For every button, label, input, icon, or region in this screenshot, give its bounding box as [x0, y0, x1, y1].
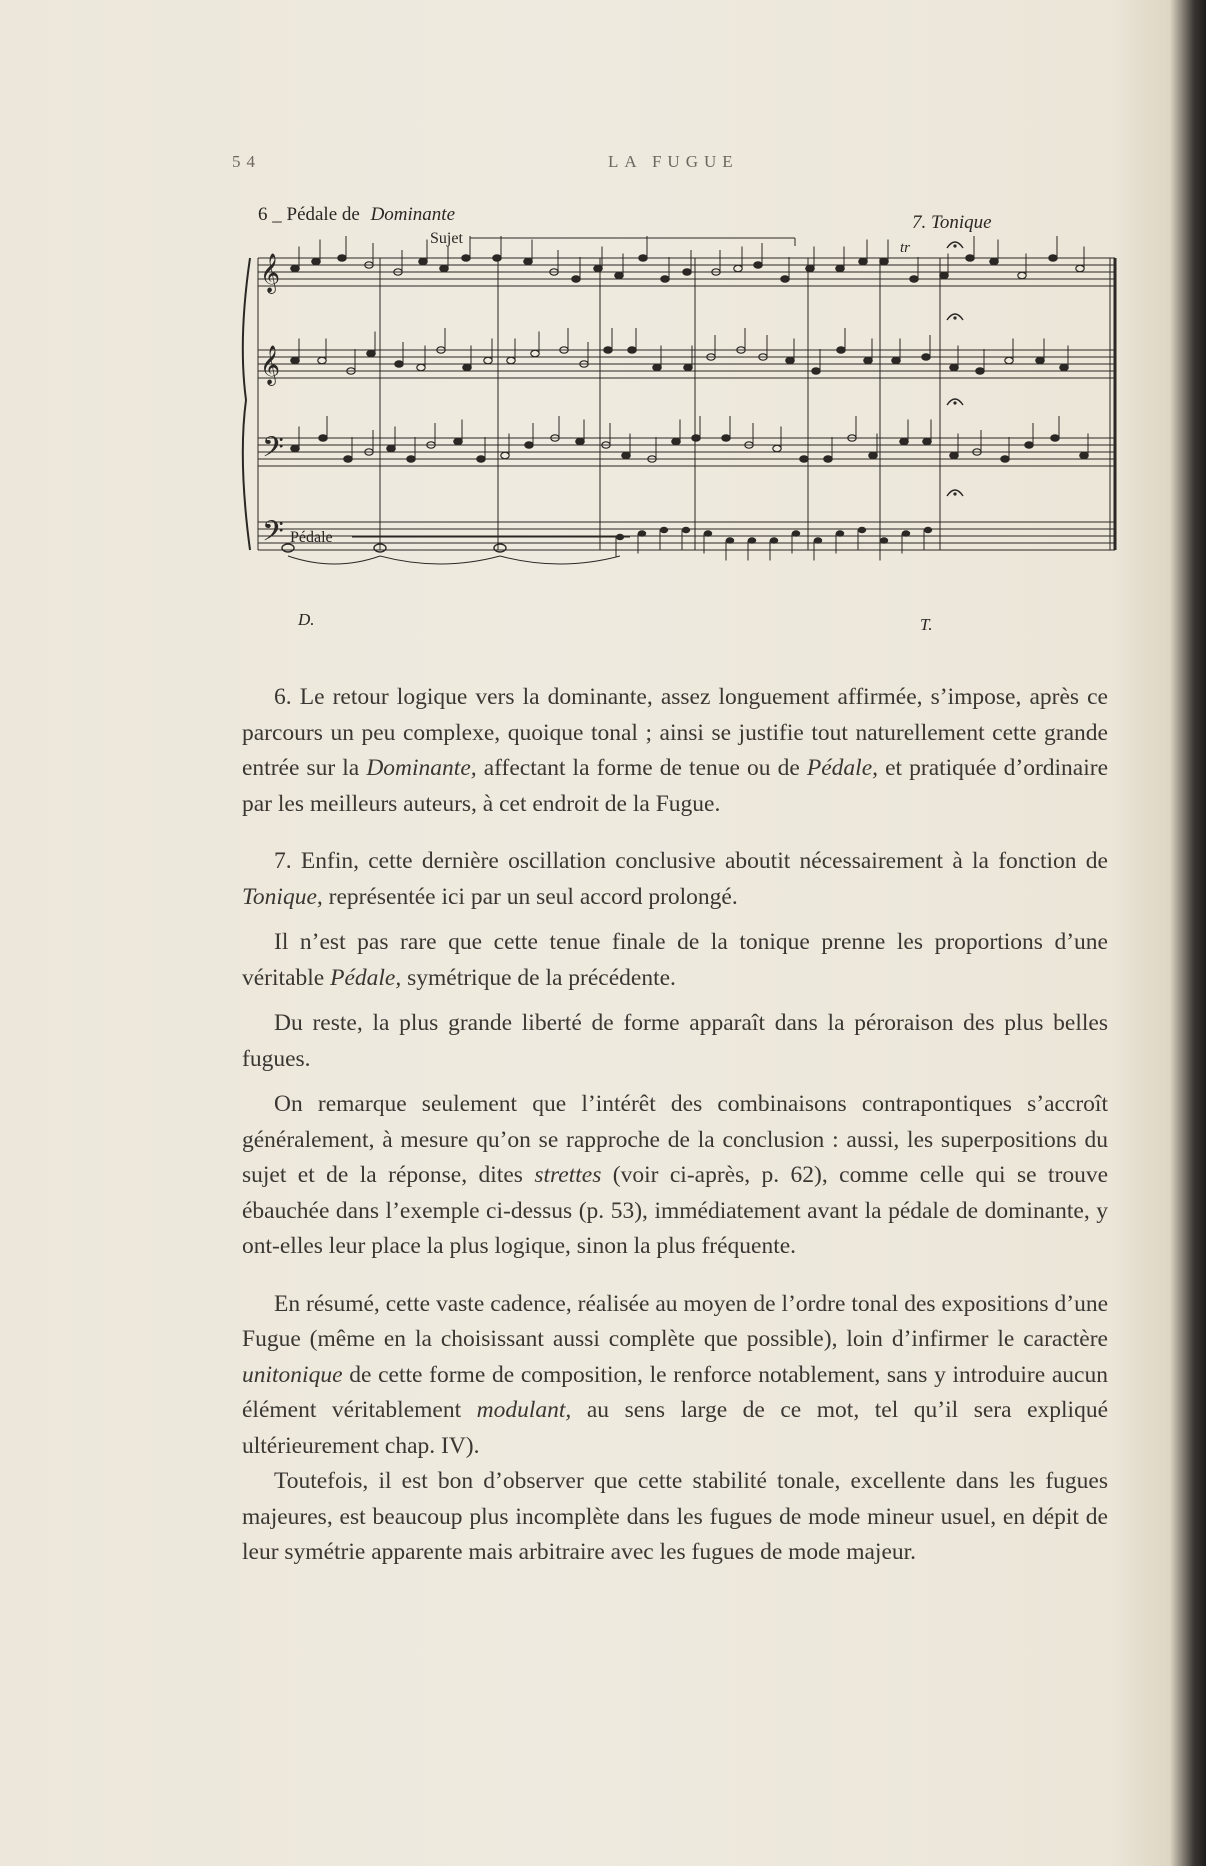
notehead — [692, 435, 700, 441]
running-title: LA FUGUE — [608, 152, 739, 171]
notehead — [1051, 435, 1059, 441]
notehead — [501, 452, 509, 458]
notehead — [781, 276, 789, 282]
tie — [500, 556, 620, 564]
notehead — [291, 357, 299, 363]
clef-icon: 𝄞 — [260, 347, 281, 384]
notehead — [754, 262, 762, 268]
text-run: représentée ici par un seul accord prolongé. — [322, 883, 738, 910]
notehead — [1025, 442, 1033, 448]
notehead — [770, 537, 778, 543]
notehead — [1049, 255, 1057, 261]
running-head — [232, 152, 992, 176]
notehead — [836, 530, 844, 536]
notehead — [684, 364, 692, 370]
notehead — [924, 527, 932, 533]
notehead — [704, 530, 712, 536]
text-run: au sens large de ce mot, tel qu’il sera expliqué ultérieurement chap. IV). — [242, 1397, 1108, 1459]
text-run: 6. Le retour logique vers la dominante, assez longuement affirmée, s’impose, après ce parcours un peu complexe, quoique tonal ; ainsi se justifie tout naturellement cette grande entrée sur la — [242, 684, 1108, 781]
notehead — [419, 258, 427, 264]
notehead — [417, 364, 425, 370]
pedal-label: Pédale — [290, 529, 333, 546]
notehead — [531, 350, 539, 356]
notehead — [814, 537, 822, 543]
paragraph — [242, 844, 1108, 915]
notehead — [291, 445, 299, 451]
notehead — [661, 276, 669, 282]
notehead — [407, 456, 415, 462]
pedal-start-label: D. — [298, 610, 315, 629]
text-run: Il n’est pas rare que cette tenue finale de la tonique prenne les proportions d’une véritable — [242, 929, 1108, 991]
notehead — [869, 452, 877, 458]
notehead — [615, 272, 623, 278]
notehead — [477, 456, 485, 462]
pedal-note — [494, 544, 506, 552]
notehead — [859, 258, 867, 264]
notehead — [319, 435, 327, 441]
notehead — [1076, 265, 1084, 271]
italic-run: Pédale, — [806, 755, 878, 781]
paragraph — [242, 1006, 1108, 1077]
notehead — [734, 265, 742, 271]
notehead — [900, 438, 908, 444]
notehead — [1036, 357, 1044, 363]
notehead — [639, 255, 647, 261]
notehead — [484, 357, 492, 363]
tie — [288, 556, 380, 564]
text-run: Toutefois, il est bon d’observer que cette stabilité tonale, excellente dans les fugues majeures, est beaucoup plus incomplète dans les fugues de mode mineur usuel, en dépit de leur symétrie apparente mais arbitraire avec les fugues de mode majeur. — [242, 1468, 1108, 1565]
notehead — [1005, 357, 1013, 363]
notehead — [291, 265, 299, 271]
italic-run: unitonique — [242, 1361, 343, 1388]
notehead — [726, 537, 734, 543]
paragraph — [242, 1087, 1108, 1265]
notehead — [773, 445, 781, 451]
notehead — [902, 530, 910, 536]
notehead — [722, 435, 730, 441]
notehead — [800, 456, 808, 462]
notehead — [638, 530, 646, 536]
notehead — [507, 357, 515, 363]
text-run: (voir ci-après, p. 62), comme celle qui se trouve ébauchée dans l’exemple ci-dessus (p. 53), immédiatement avant la pédale de dominante, y ont-elles leur place la plus logique, sinon la plus fréquente. — [242, 1162, 1109, 1259]
text-run: symétrique de la précédente. — [401, 964, 676, 991]
final-label: 7. Tonique — [912, 212, 992, 233]
section-label: 6 _ Pédale de Dominante — [258, 204, 456, 225]
text-run: En résumé, cette vaste cadence, réalisée au moyen de l’ordre tonal des expositions d’une Fugue (même en la choisissant aussi complète que possible), loin d’infirmer le caractère — [242, 1290, 1108, 1352]
notehead — [892, 357, 900, 363]
notehead — [990, 258, 998, 264]
notehead — [812, 368, 820, 374]
notehead — [524, 258, 532, 264]
fermata-dot — [953, 244, 956, 247]
notehead — [950, 364, 958, 370]
fermata-dot — [953, 492, 956, 495]
notehead — [748, 537, 756, 543]
notehead — [344, 456, 352, 462]
body-text — [242, 680, 1108, 1571]
subject-label: Sujet — [430, 230, 463, 247]
paragraph — [242, 1464, 1108, 1571]
italic-run: modulant, — [476, 1397, 572, 1423]
italic-run: Tonique, — [242, 883, 323, 910]
text-run: et pratiquée d’ordinaire par les meilleurs auteurs, à cet endroit de la Fugue. — [242, 755, 1109, 817]
notehead — [836, 265, 844, 271]
notehead — [858, 527, 866, 533]
notehead — [367, 350, 375, 356]
paragraph — [242, 925, 1108, 996]
notehead — [572, 276, 580, 282]
notehead — [628, 347, 636, 353]
notehead — [440, 265, 448, 271]
notehead — [950, 452, 958, 458]
notehead — [880, 258, 888, 264]
notehead — [824, 456, 832, 462]
tie — [380, 556, 500, 564]
notehead — [395, 361, 403, 367]
notehead — [786, 357, 794, 363]
notehead — [940, 272, 948, 278]
pedal-end-label: T. — [920, 615, 933, 634]
paragraph — [242, 1287, 1108, 1465]
notehead — [910, 276, 918, 282]
notehead — [493, 255, 501, 261]
score-drawing — [240, 200, 1130, 640]
text-run: Du reste, la plus grande liberté de forme apparaît dans la péroraison des plus belles fugues. — [242, 1010, 1108, 1072]
notehead — [792, 530, 800, 536]
notehead — [653, 364, 661, 370]
notehead — [1080, 452, 1088, 458]
notehead — [622, 452, 630, 458]
notehead — [594, 265, 602, 271]
notehead — [1060, 364, 1068, 370]
notehead — [576, 438, 584, 444]
notehead — [454, 438, 462, 444]
clef-icon: 𝄞 — [260, 255, 281, 292]
notehead — [923, 438, 931, 444]
notehead — [463, 364, 471, 370]
notehead — [966, 255, 974, 261]
brace — [243, 258, 250, 550]
notehead — [682, 527, 690, 533]
italic-run: strettes — [534, 1162, 602, 1188]
music-score — [240, 200, 1130, 640]
page-number: 54 — [232, 152, 261, 171]
paragraph — [242, 680, 1108, 822]
notehead — [976, 368, 984, 374]
notehead — [683, 269, 691, 275]
notehead — [806, 265, 814, 271]
staff-system — [243, 236, 1115, 564]
italic-run: Pédale, — [330, 964, 402, 991]
notehead — [672, 438, 680, 444]
fermata-dot — [953, 316, 956, 319]
notehead — [462, 255, 470, 261]
notehead — [837, 347, 845, 353]
notehead — [387, 445, 395, 451]
notehead — [318, 357, 326, 363]
notehead — [525, 442, 533, 448]
text-run: 7. Enfin, cette dernière oscillation conclusive aboutit nécessairement à la fonction de — [274, 848, 1108, 874]
trill-mark: tr — [900, 240, 911, 256]
italic-run: Dominante, — [366, 755, 477, 781]
notehead — [864, 357, 872, 363]
notehead — [1018, 272, 1026, 278]
notehead — [660, 527, 668, 533]
notehead — [1001, 456, 1009, 462]
clef-icon: 𝄢 — [262, 433, 284, 470]
text-run: affectant la forme de tenue ou de — [476, 755, 807, 781]
notehead — [880, 537, 888, 543]
notehead — [604, 347, 612, 353]
notehead — [922, 354, 930, 360]
text-run: On remarque seulement que l’intérêt des combinaisons contrapontiques s’accroît généralement, à mesure qu’on se rapproche de la conclusion : aussi, les superpositions du sujet et de la réponse, dites — [242, 1091, 1108, 1188]
fermata-dot — [953, 401, 956, 404]
clef-icon: 𝄢 — [262, 517, 284, 554]
notehead — [338, 255, 346, 261]
notehead — [312, 258, 320, 264]
text-run: de cette forme de composition, le renforce notablement, sans y introduire aucun élément véritablement — [242, 1361, 1108, 1423]
